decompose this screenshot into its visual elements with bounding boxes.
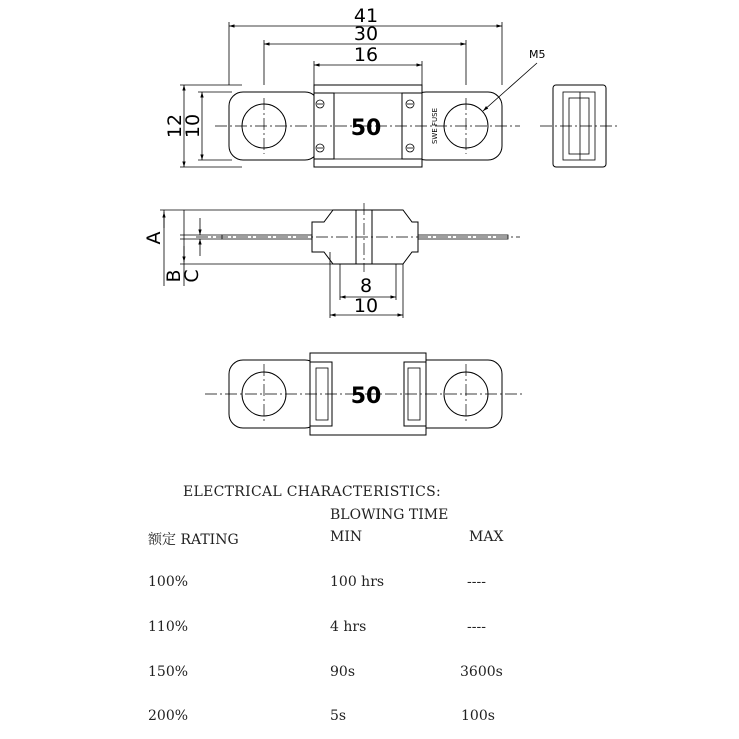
rating-column-header: 额定 RATING xyxy=(148,532,239,548)
row-min: 100 hrs xyxy=(330,574,385,590)
dim-a: A xyxy=(143,231,165,245)
row-min: 5s xyxy=(330,708,347,724)
dim-10-bottom: 10 xyxy=(353,295,379,317)
dim-12: 12 xyxy=(164,113,186,139)
top-view xyxy=(164,5,546,167)
thread-callout: M5 xyxy=(529,48,546,61)
rating-mark-top: 50 xyxy=(350,116,382,141)
dim-8: 8 xyxy=(359,275,373,297)
rating-mark-bottom: 50 xyxy=(350,384,382,409)
brand-mark: SWE FUSE xyxy=(431,107,439,145)
row-max: 3600s xyxy=(460,664,503,680)
end-view xyxy=(540,85,620,167)
dim-41: 41 xyxy=(353,5,379,27)
dim-b: B xyxy=(163,269,185,283)
table-title: ELECTRICAL CHARACTERISTICS: xyxy=(183,484,442,500)
dim-30: 30 xyxy=(353,23,379,45)
min-column-header: MIN xyxy=(330,529,363,545)
row-rating: 100% xyxy=(148,574,189,590)
row-rating: 150% xyxy=(148,664,189,680)
dim-c: C xyxy=(181,269,203,283)
row-rating: 200% xyxy=(148,708,189,724)
row-max: 100s xyxy=(461,708,495,724)
row-max: ---- xyxy=(467,619,486,635)
row-min: 4 hrs xyxy=(330,619,367,635)
row-rating: 110% xyxy=(148,619,189,635)
blowing-time-header: BLOWING TIME xyxy=(330,507,449,523)
row-min: 90s xyxy=(330,664,355,680)
bottom-view xyxy=(205,353,522,435)
dim-16: 16 xyxy=(353,44,379,66)
side-view xyxy=(143,203,520,318)
row-max: ---- xyxy=(467,574,486,590)
dim-10: 10 xyxy=(182,113,204,139)
m5-leader xyxy=(483,63,537,111)
max-column-header: MAX xyxy=(469,529,504,545)
